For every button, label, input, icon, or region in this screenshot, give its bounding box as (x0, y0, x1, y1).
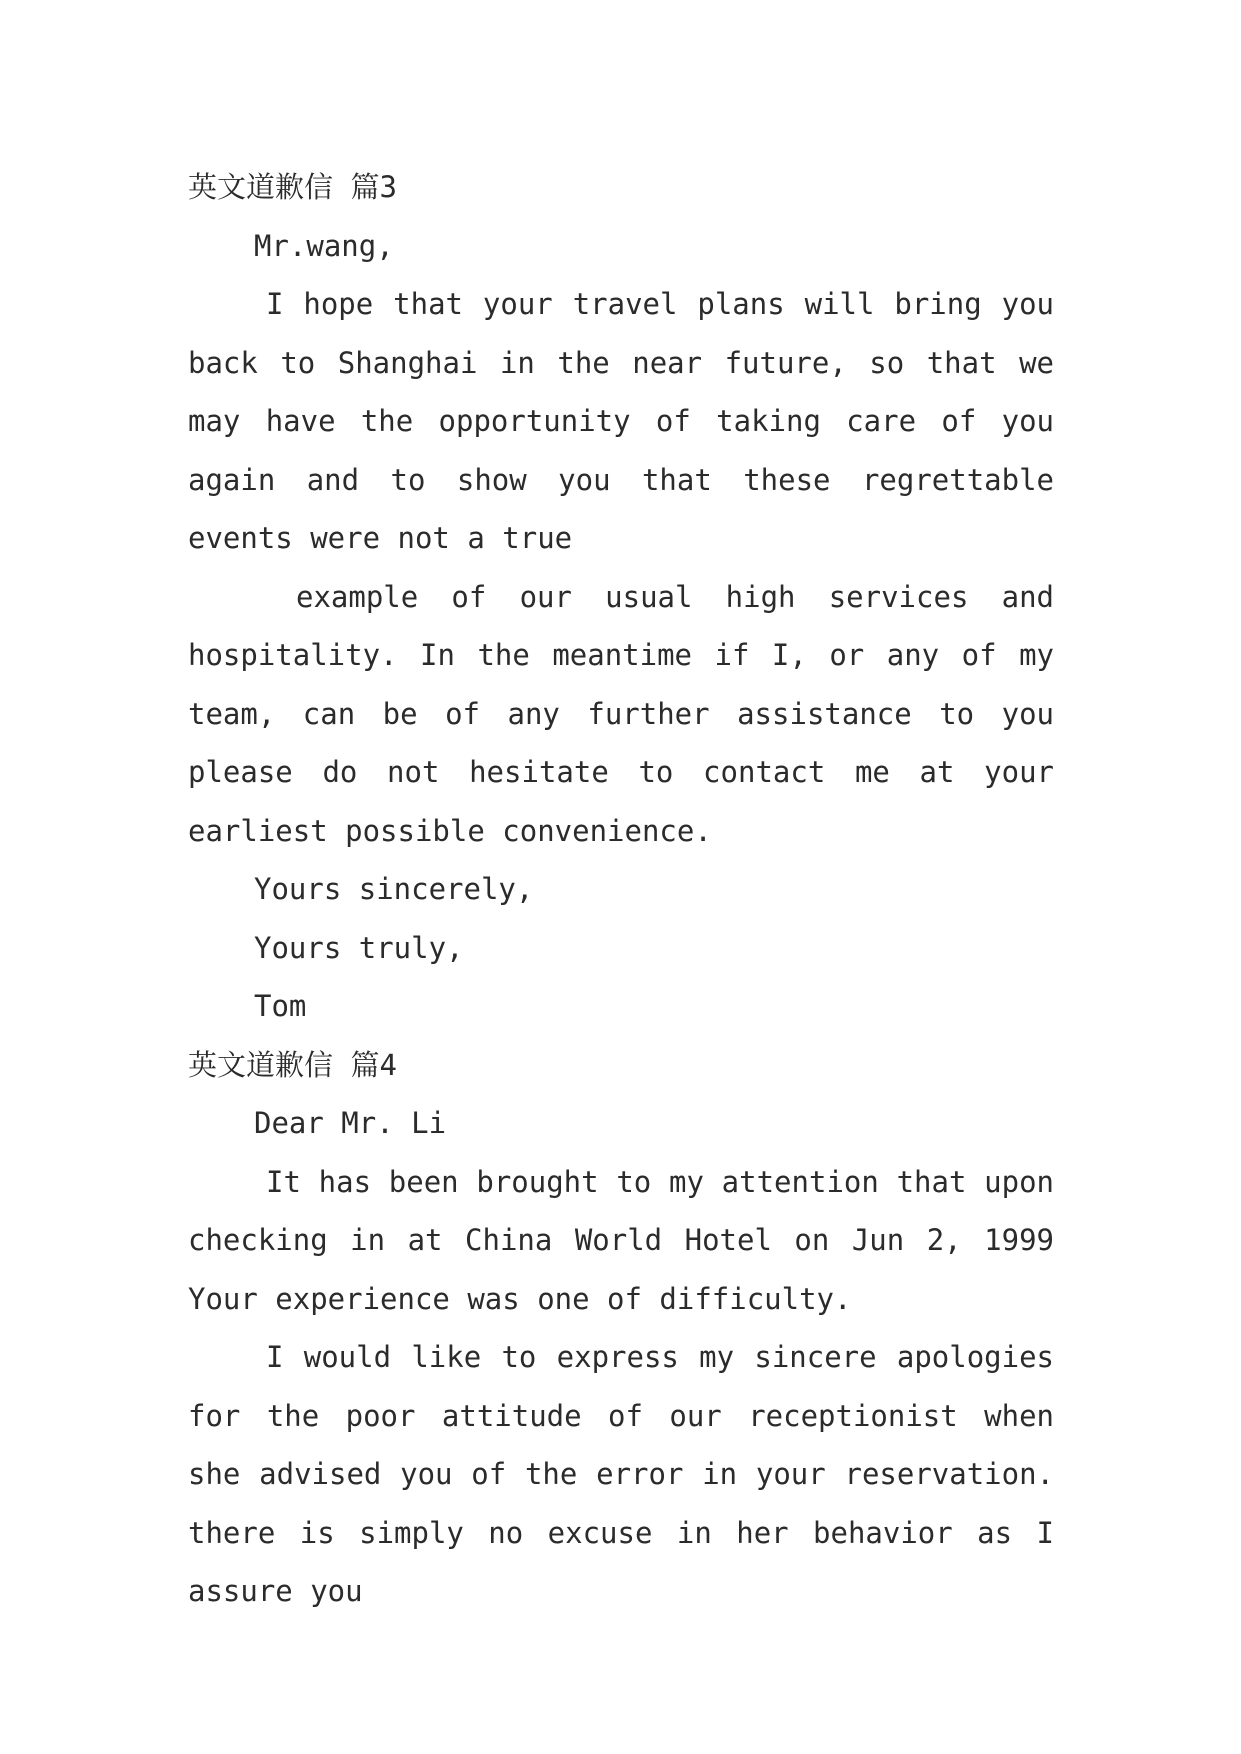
body-paragraph: example of our usual high services and hospitality. In the meantime if I, or any of my team, can be of any further assistance to you please do not hesitate to contact me at your earliest possible convenience. (188, 579, 1054, 848)
salutation: Dear Mr. Li (254, 1106, 447, 1140)
body-paragraph: I hope that your travel plans will bring you back to Shanghai in the near future, so that we may have the opportunity of taking care of you again and to show you that these regrettable events were not a true (188, 287, 1054, 555)
signature: Tom (254, 989, 307, 1023)
body-paragraph: I would like to express my sincere apologies for the poor attitude of our receptionist when she advised you of the error in your reservation. there is simply no excuse in her behavior as I assure you (188, 1340, 1054, 1608)
section-heading: 英文道歉信 篇3 (188, 170, 397, 204)
body-paragraph: It has been brought to my attention that upon checking in at China World Hotel on Jun 2, 1999 Your experience was one of difficulty. (188, 1164, 1054, 1316)
closing-line: Yours sincerely, (254, 872, 534, 906)
document-page (188, 158, 1054, 1621)
closing-line: Yours truly, (254, 930, 464, 965)
section-heading: 英文道歉信 篇4 (188, 1047, 397, 1082)
salutation: Mr.wang, (254, 228, 394, 263)
